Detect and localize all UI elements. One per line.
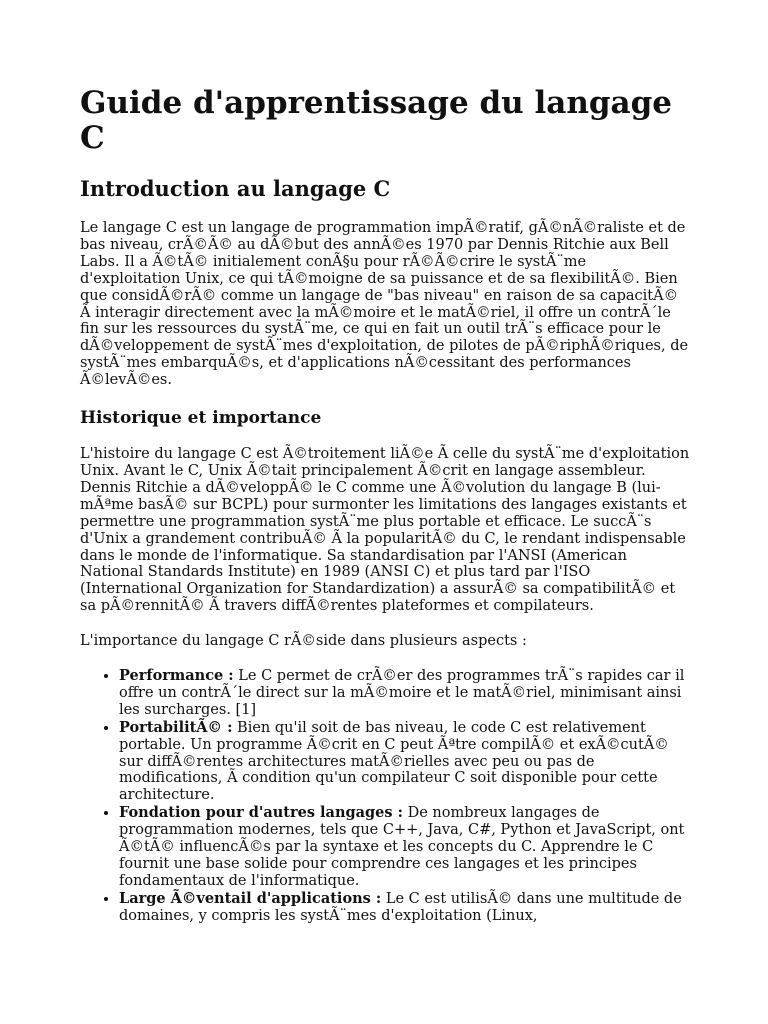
list-item-applications [119,891,690,925]
list-item-text: Le C permet de crÃ©er des programmes trÃ¨s rapides car il offre un contrÃ´le direct sur la mÃ©moire et le matÃ©riel, minimisant ainsi les surcharges. [1] [119,668,685,718]
list-item-text: De nombreux langages de programmation modernes, tels que C++, Java, C#, Python et JavaScript, ont Ã©tÃ© influencÃ©s par la syntaxe et les concepts du C. Apprendre le C fournit une base solide pour comprendre ces langages et les principes fondamentaux de l'informatique. [119,805,685,889]
list-item-term: Performance : [119,667,234,685]
list-item-performance [119,668,690,719]
list-item-text: Bien qu'il soit de bas niveau, le code C est relativement portable. Un programme Ã©crit en C peut Ãªtre compilÃ© et exÃ©cutÃ© sur diffÃ©rentes architectures matÃ©rielles avec peu ou pas de modifications, Ã condition qu'un compilateur C soit disponible pour cette architecture. [119,719,669,804]
list-item-foundation [119,805,690,890]
importance-intro-paragraph: L'importance du langage C rÃ©side dans plusieurs aspects : [80,633,527,650]
list-item-term: Large Ã©ventail d'applications : [119,889,382,907]
history-paragraph: L'histoire du langage C est Ã©troitement liÃ©e Ã celle du systÃ¨me d'exploitation Unix. Avant le C, Unix Ã©tait principalement Ã©crit en langage assembleur. Dennis Ritchie a dÃ©veloppÃ© le C comme une Ã©volution du langage B (lui-mÃªme basÃ© sur BCPL) pour surmonter les limitations des langages existants et permettre une programmation systÃ¨me plus portable et efficace. Le succÃ¨s d'Unix a grandement contribuÃ© Ã la popularitÃ© du C, le rendant indispensable dans le monde de l'informatique. Sa standardisation par l'ANSI (American National Standards Institute) en 1989 (ANSI C) et plus tard par l'ISO (International Organization for Standardization) a assurÃ© sa compatibilitÃ© et sa pÃ©rennitÃ© Ã travers diffÃ©rentes plateformes et compilateurs. [80,446,690,615]
list-item-text: Le C est utilisÃ© dans une multitude de domaines, y compris les systÃ¨mes d'exploitation (Linux, [119,890,682,924]
intro-heading: Introduction au langage C [80,176,391,201]
list-item-portability [119,720,690,805]
intro-paragraph: Le langage C est un langage de programmation impÃ©ratif, gÃ©nÃ©raliste et de bas niveau, crÃ©Ã© au dÃ©but des annÃ©es 1970 par Dennis Ritchie aux Bell Labs. Il a Ã©tÃ© initialement conÃ§u pour rÃ©Ã©crire le systÃ¨me d'exploitation Unix, ce qui tÃ©moigne de sa puissance et de sa flexibilitÃ©. Bien que considÃ©rÃ© comme un langage de "bas niveau" en raison de sa capacitÃ© Ã interagir directement avec la mÃ©moire et le matÃ©riel, il offre un contrÃ´le fin sur les ressources du systÃ¨me, ce qui en fait un outil trÃ¨s efficace pour le dÃ©veloppement de systÃ¨mes d'exploitation, de pilotes de pÃ©riphÃ©riques, de systÃ¨mes embarquÃ©s, et d'applications nÃ©cessitant des performances Ã©levÃ©es. [80,220,689,389]
document-page [80,86,690,926]
history-heading: Historique et importance [80,408,322,429]
list-item-term: Fondation pour d'autres langages : [119,804,403,822]
importance-list [80,668,690,925]
list-item-term: PortabilitÃ© : [119,718,233,736]
page-title: Guide d'apprentissage du langage C [80,85,673,156]
